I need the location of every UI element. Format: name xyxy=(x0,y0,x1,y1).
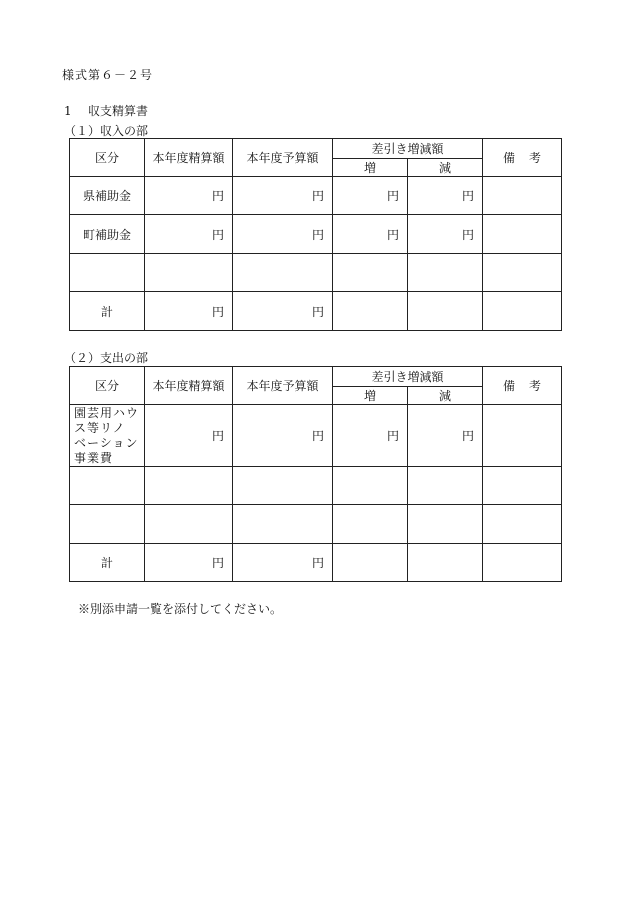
cell-settled xyxy=(145,505,233,544)
cell-settled: 円 xyxy=(145,405,233,467)
table-row xyxy=(70,467,562,505)
cell-remarks xyxy=(483,405,562,467)
row-label xyxy=(70,467,145,505)
income-section-title: （１）収入の部 xyxy=(64,124,149,138)
cell-settled xyxy=(145,254,233,292)
cell-remarks xyxy=(483,215,562,254)
cell-budget xyxy=(233,254,333,292)
cell-budget: 円 xyxy=(233,215,333,254)
heading-number: 1 xyxy=(64,104,72,118)
cell-remarks xyxy=(483,544,562,582)
row-label-line: 園芸用ハウ xyxy=(74,405,140,420)
table-row xyxy=(70,177,562,215)
cell-increase xyxy=(333,544,408,582)
income-table xyxy=(69,138,562,331)
table-row-total xyxy=(70,292,562,331)
cell-budget xyxy=(233,505,333,544)
table-row xyxy=(70,254,562,292)
cell-budget: 円 xyxy=(233,177,333,215)
row-label: 町補助金 xyxy=(70,215,145,254)
header-category: 区分 xyxy=(70,367,145,405)
header-budget: 本年度予算額 xyxy=(233,139,333,177)
row-label xyxy=(70,254,145,292)
header-remarks: 備考 xyxy=(483,139,562,177)
row-label xyxy=(70,405,145,467)
document-heading xyxy=(64,102,148,119)
cell-remarks xyxy=(483,292,562,331)
cell-settled: 円 xyxy=(145,544,233,582)
cell-decrease: 円 xyxy=(408,215,483,254)
cell-increase xyxy=(333,254,408,292)
cell-remarks xyxy=(483,467,562,505)
table-row-total xyxy=(70,544,562,582)
cell-decrease xyxy=(408,467,483,505)
cell-budget: 円 xyxy=(233,405,333,467)
form-number: 様式第６－２号 xyxy=(62,68,154,82)
cell-settled: 円 xyxy=(145,215,233,254)
header-category: 区分 xyxy=(70,139,145,177)
cell-remarks xyxy=(483,254,562,292)
cell-budget: 円 xyxy=(233,544,333,582)
cell-remarks xyxy=(483,505,562,544)
cell-increase xyxy=(333,505,408,544)
cell-increase: 円 xyxy=(333,177,408,215)
table-row xyxy=(70,505,562,544)
row-label xyxy=(70,505,145,544)
header-remarks: 備考 xyxy=(483,367,562,405)
header-difference: 差引き増減額 xyxy=(333,139,483,159)
row-label-total: 計 xyxy=(70,544,145,582)
cell-decrease: 円 xyxy=(408,177,483,215)
cell-decrease xyxy=(408,505,483,544)
row-label-line: ス等リノ xyxy=(74,420,126,435)
cell-increase xyxy=(333,292,408,331)
header-decrease: 減 xyxy=(408,387,483,405)
cell-decrease xyxy=(408,544,483,582)
header-increase: 増 xyxy=(333,159,408,177)
table-row xyxy=(70,215,562,254)
attachment-note: ※別添申請一覧を添付してください。 xyxy=(78,602,283,616)
row-label-line: 事業費 xyxy=(74,450,114,465)
header-increase: 増 xyxy=(333,387,408,405)
cell-settled: 円 xyxy=(145,292,233,331)
cell-remarks xyxy=(483,177,562,215)
cell-decrease: 円 xyxy=(408,405,483,467)
cell-decrease xyxy=(408,254,483,292)
cell-budget: 円 xyxy=(233,292,333,331)
row-label: 県補助金 xyxy=(70,177,145,215)
cell-budget xyxy=(233,467,333,505)
header-budget: 本年度予算額 xyxy=(233,367,333,405)
header-decrease: 減 xyxy=(408,159,483,177)
expense-section-title: （２）支出の部 xyxy=(64,351,149,365)
row-label-total: 計 xyxy=(70,292,145,331)
table-row xyxy=(70,405,562,467)
cell-settled: 円 xyxy=(145,177,233,215)
cell-increase xyxy=(333,467,408,505)
cell-increase: 円 xyxy=(333,215,408,254)
cell-decrease xyxy=(408,292,483,331)
heading-title: 収支精算書 xyxy=(88,104,149,118)
header-difference: 差引き増減額 xyxy=(333,367,483,387)
header-settled: 本年度精算額 xyxy=(145,367,233,405)
expense-table xyxy=(69,366,562,582)
cell-increase: 円 xyxy=(333,405,408,467)
cell-settled xyxy=(145,467,233,505)
header-settled: 本年度精算額 xyxy=(145,139,233,177)
row-label-line: ベーション xyxy=(74,435,139,450)
